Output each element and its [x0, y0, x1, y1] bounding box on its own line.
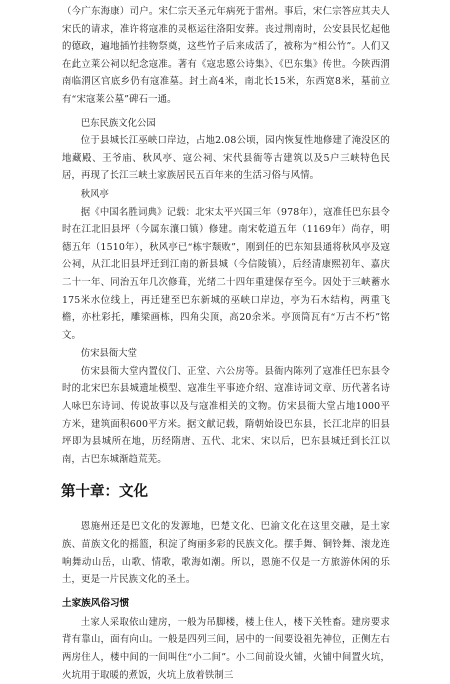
section-title-badong-culture-park: 巴东民族文化公园	[80, 117, 156, 129]
paragraph-culture-park: 位于县城长江巫峡口岸边，占地2.08公顷，园内恢复性地修建了淹没区的地藏殿、王爷庙、秋风亭、寇公祠、宋代县衙等古建筑以及5户三峡特色民居，再现了长江三峡土家族居民五百年来的生活习俗与风情。	[62, 135, 390, 182]
document-page	[62, 0, 390, 684]
paragraph-tujia-housing: 土家人采取依山建房，一般为吊脚楼，楼上住人，楼下关牲畜。建房要求背有靠山，面有向山。一般是四列三间，居中的一间要设祖先神位，正侧左右两房住人，楼中间的一间叫住“小二间”。小二间前设火铺，火铺中间置火坑，火坑用于取暖的煮饭，火坑上放着铁制三	[62, 616, 390, 681]
subheading-tujia-customs: 土家族风俗习惯	[62, 597, 130, 609]
paragraph-qiufeng-pavilion: 据《中国名胜词典》记载：北宋太平兴国三年（978年），寇准任巴东县令时在江北旧县坪（今属东瀼口镇）修建。南宋乾道五年（1169年）尚存，明德五年（1510年），秋风亭已“栋宇颓败”，刚到任的巴东知县通将秋风亭及寇公祠，从江北旧县坪迁到江南的新县城（今信陵镇），后经清康熙初年、嘉庆二十一年、同治五年几次修葺，光绪二十四年重建保存至今。因处于三峡蓄水175米水位线上，再迁建至巴东新城的巫峡口岸边，亭为石木结构，两重飞檐，亦杜彩托，雕梁画栋，四角尖顶，高20余米。亭顶筒瓦有“万古不朽”铭文。	[62, 206, 390, 341]
section-title-county-hall: 仿宋县衙大堂	[80, 348, 138, 360]
paragraph-enshi-culture: 恩施州还是巴文化的发源地，巴楚文化、巴渝文化在这里交融，是土家族、苗族文化的摇篮，积淀了绚丽多彩的民族文化。摆手舞、铜铃舞、滚龙连响舞动山岳，山歌、情歌，歌海如潮。所以，恩施不仅是一方旅游休闲的乐土，更是一片民族文化的圣土。	[62, 521, 390, 586]
paragraph-kou-zhun-biography: （今广东海康）司户。宋仁宗天圣元年病死于雷州。事后，宋仁宗答应其夫人宋氏的请求，准许将寇准的灵柩运往洛阳安葬。丧过荆南时，公安县民忆起他的德政，遍地插竹挂物祭奠，这些竹子后来成活了，被称为“相公竹”。人们又在此立莱公祠以纪念寇准。著有《寇忠愍公诗集》、《巴东集》传世。今陕西渭南临渭区官底乡仍有寇准墓。封土高4米，南北长15米，东西宽8米，墓前立有“宋寇莱公墓”碑石一通。	[62, 6, 390, 105]
paragraph-county-hall: 仿宋县衙大堂内置仪门、正堂、六公房等。县衙内陈列了寇准任巴东县令时的北宋巴东县城遗址模型、寇准生平事迹介绍、寇准诗词文章、历代著名诗人咏巴东诗词、传说故事以及与寇准相关的文物。仿宋县衙大堂占地1000平方米，建筑面积600平方米。据文献记载，隋朝始设巴东县，长江北岸的旧县坪即为县城所在地，历经隋唐、五代、北宋、宋以后，巴东县城迁到长江以南，古巴东城渐趋荒芜。	[62, 365, 390, 465]
chapter-title-culture: 第十章：文化	[61, 484, 148, 501]
section-title-qiufeng-pavilion: 秋风亭	[80, 188, 109, 200]
